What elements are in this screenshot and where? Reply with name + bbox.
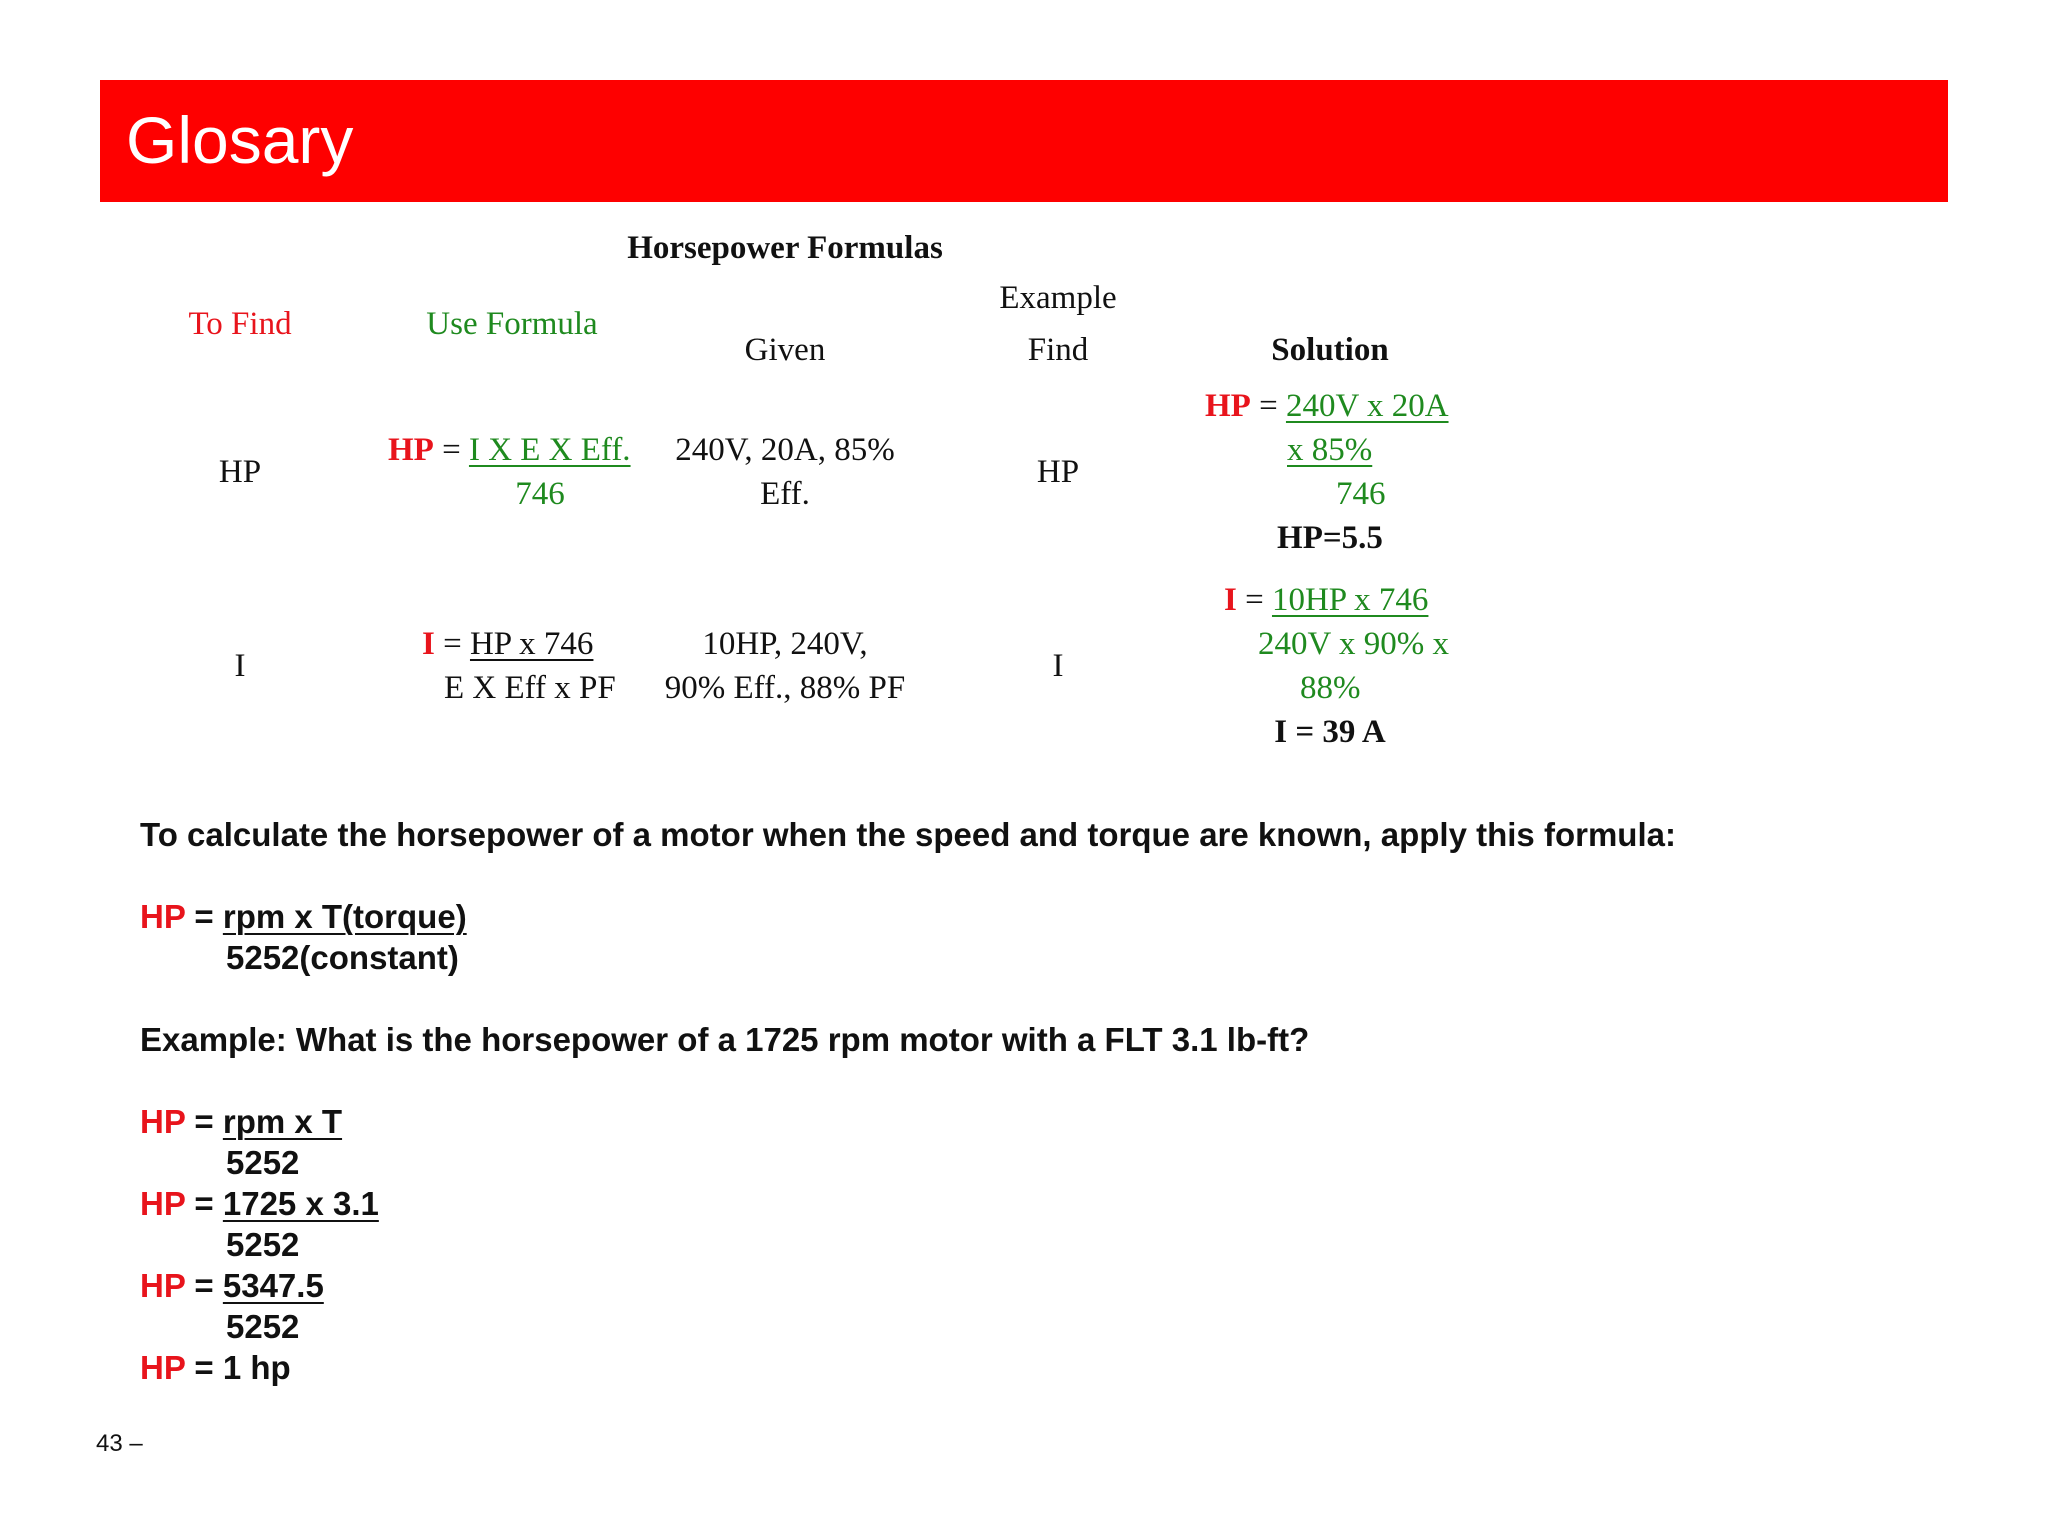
header-find: Find [1027,332,1089,368]
step2-line [140,1185,379,1223]
header-example: Example [999,280,1117,316]
row1-given-line2: Eff. [760,476,810,512]
row2-solution-eq: = [1236,582,1272,618]
page-number: 43 – [96,1430,143,1457]
header-to-find: To Find [188,306,292,342]
step3-line [140,1267,324,1305]
row1-formula-eq: = [433,432,469,468]
formula-numerator: rpm x T(torque) [222,898,467,935]
step2-eq: = [185,1185,223,1222]
row2-given-line1: 10HP, 240V, [702,626,868,662]
row2-formula-eq: = [434,626,470,662]
row2-solution-var: I [1224,582,1237,618]
step3-eq: = [185,1267,223,1304]
row1-formula-var: HP [388,432,434,468]
row1-solution-var: HP [1205,388,1251,424]
step1-denominator: 5252 [226,1144,300,1181]
step1-numerator: rpm x T [222,1103,343,1140]
step1-line [140,1103,342,1141]
row2-to-find: I [234,648,246,684]
explanation-section [140,0,1940,1440]
step2-denominator: 5252 [226,1226,300,1263]
row1-given-line1: 240V, 20A, 85% [675,432,895,468]
row2-solution-result: I = 39 A [1274,714,1386,750]
row2-solution-denominator-1: 240V x 90% x [1258,626,1449,662]
final-var: HP [140,1349,186,1386]
row1-solution-numerator-1: 240V x 20A [1285,388,1449,424]
row2-find: I [1052,648,1064,684]
step1-eq: = [185,1103,223,1140]
row1-solution-eq: = [1250,388,1286,424]
step3-var: HP [140,1267,186,1304]
formula-eq: = [185,898,223,935]
final-value: 1 hp [222,1349,291,1386]
step3-denominator: 5252 [226,1308,300,1345]
row1-solution-result: HP=5.5 [1277,520,1383,556]
row2-formula-denominator: E X Eff x PF [444,670,616,706]
row1-find: HP [1036,454,1080,490]
formula-var: HP [140,898,186,935]
row1-to-find: HP [218,454,262,490]
row1-formula-denominator: 746 [515,476,565,512]
formula-denominator: 5252(constant) [226,939,459,976]
row2-formula-var: I [422,626,435,662]
step2-numerator: 1725 x 3.1 [222,1185,379,1222]
step1-var: HP [140,1103,186,1140]
formula-line [140,898,467,936]
row1-solution-denominator: 746 [1336,476,1386,512]
row2-formula-numerator: HP x 746 [469,626,594,662]
final-answer [140,1349,291,1387]
step2-var: HP [140,1185,186,1222]
row1-solution-numerator-2: x 85% [1287,432,1373,468]
step3-numerator: 5347.5 [222,1267,324,1304]
example-question: Example: What is the horsepower of a 1725 rpm motor with a FLT 3.1 lb-ft? [140,1021,1310,1058]
row2-solution-denominator-2: 88% [1300,670,1361,706]
row2-given-line2: 90% Eff., 88% PF [664,670,906,706]
header-solution: Solution [1271,332,1389,368]
table-title: Horsepower Formulas [627,230,943,266]
row1-formula-numerator: I X E X Eff. [468,432,631,468]
row2-solution-numerator: 10HP x 746 [1271,582,1429,618]
header-use-formula: Use Formula [426,306,598,342]
header-given: Given [744,332,826,368]
final-eq: = [185,1349,223,1386]
page-title: Glosary [126,103,354,177]
intro-text: To calculate the horsepower of a motor when the speed and torque are known, apply this formula: [140,816,1676,853]
